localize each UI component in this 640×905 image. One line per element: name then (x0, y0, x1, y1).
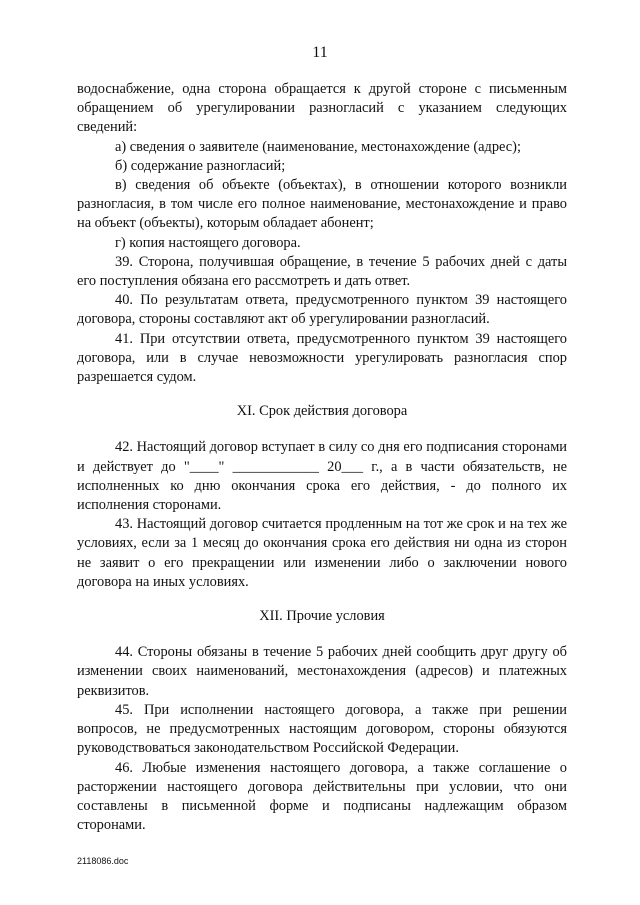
paragraph-continuation: водоснабжение, одна сторона обращается к другой стороне с письменным обращением об урегулировании разногласий с указанием следующих сведений: (77, 81, 567, 136)
document-body (77, 80, 567, 835)
list-item-b: б) содержание разногласий; (115, 157, 286, 174)
clause-46: 46. Любые изменения настоящего договора, а также соглашение о расторжении настоящего договора действительны при условии, что они составлены в письменной форме и подписаны надлежащим образом сторонами. (77, 759, 567, 834)
footer-filename: 2118086.doc (77, 856, 129, 866)
section-heading-xii: XII. Прочие условия (259, 608, 385, 625)
clause-45: 45. При исполнении настоящего договора, а также при решении вопросов, не предусмотренных настоящим договором, стороны обязуются руководствоваться законодательством Российской Федерации. (77, 701, 567, 757)
clause-44: 44. Стороны обязаны в течение 5 рабочих дней сообщить друг другу об изменении своих наименований, местонахождения (адресов) и платежных реквизитов. (77, 644, 567, 699)
clause-42: 42. Настоящий договор вступает в силу со дня его подписания сторонами и действует до "____" ____________ 20___ г., а в части обязательств, не исполненных ко дню окончания срока его действия, - до полного их исполнения сторонами. (77, 439, 567, 514)
clause-39: 39. Сторона, получившая обращение, в течение 5 рабочих дней с даты его поступления обязана его рассмотреть и дать ответ. (77, 253, 567, 290)
clause-41: 41. При отсутствии ответа, предусмотренного пунктом 39 настоящего договора, или в случае невозможности урегулировать разногласия спор разрешается судом. (77, 330, 567, 386)
clause-43: 43. Настоящий договор считается продленным на тот же срок и на тех же условиях, если за 1 месяц до окончания срока его действия ни одна из сторон не заявит о его прекращении или изменении либо о заключении нового договора на иных условиях. (77, 516, 567, 590)
clause-40: 40. По результатам ответа, предусмотренного пунктом 39 настоящего договора, стороны составляют акт об урегулировании разногласий. (77, 292, 567, 328)
list-item-v: в) сведения об объекте (объектах), в отношении которого возникли разногласия, в том числе его полное наименование, местонахождение и право на объект (объекты), которым обладает абонент; (77, 177, 567, 232)
list-item-g: г) копия настоящего договора. (115, 234, 301, 251)
page-number: 11 (312, 44, 328, 61)
section-heading-xi: XI. Срок действия договора (236, 403, 408, 420)
list-item-a: а) сведения о заявителе (наименование, местонахождение (адрес); (115, 138, 521, 155)
